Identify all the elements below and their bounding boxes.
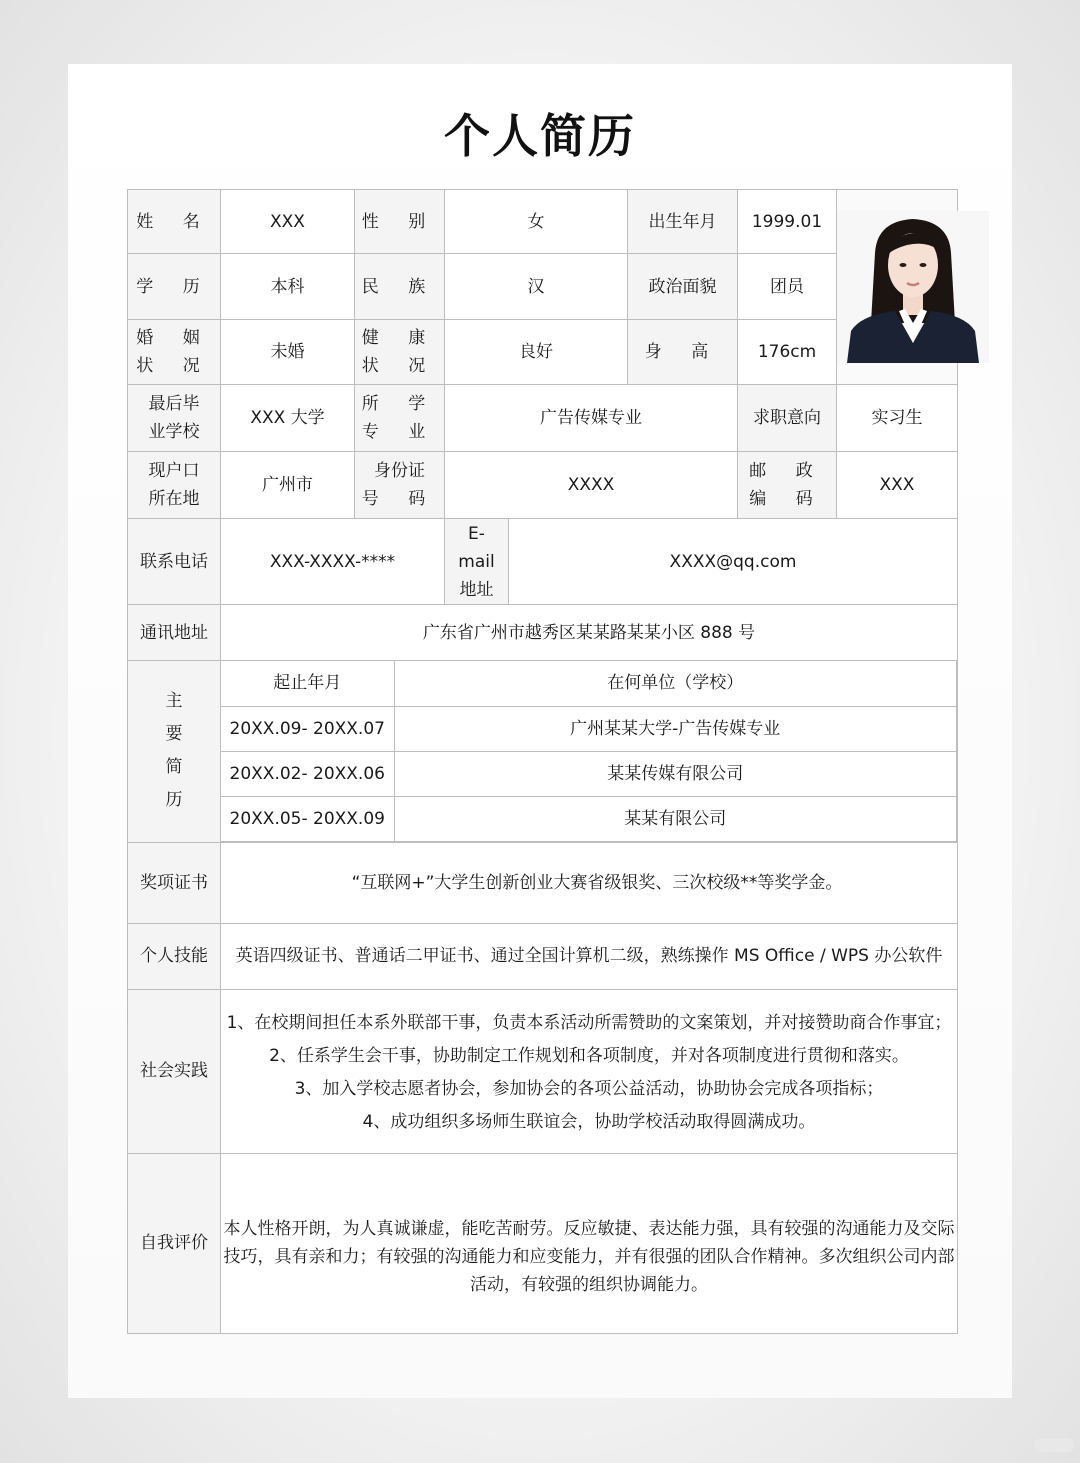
history-row	[221, 751, 957, 796]
major-label: 所 学 专 业	[355, 385, 445, 452]
marital-value: 未婚	[221, 320, 355, 385]
history-period: 20XX.02- 20XX.06	[221, 751, 394, 796]
portrait-photo	[837, 211, 989, 363]
history-org: 某某传媒有限公司	[394, 751, 957, 796]
name-label: 姓 名	[128, 190, 221, 254]
history-row	[221, 796, 957, 841]
watermark-badge	[1034, 1438, 1074, 1452]
phone-label: 联系电话	[128, 519, 221, 605]
height-value: 176cm	[738, 320, 837, 385]
gender-value: 女	[445, 190, 628, 254]
birth-value: 1999.01	[738, 190, 837, 254]
birth-label: 出生年月	[628, 190, 738, 254]
email-label: E- mail 地址	[445, 519, 509, 605]
history-period: 20XX.09- 20XX.07	[221, 706, 394, 751]
skills-label: 个人技能	[128, 923, 221, 989]
practice-item: 4、成功组织多场师生联谊会，协助学校活动取得圆满成功。	[362, 1112, 816, 1132]
skills-text: 英语四级证书、普通话二甲证书、通过全国计算机二级，熟练操作 MS Office / WPS 办公软件	[221, 923, 958, 989]
practice-item: 1、在校期间担任本系外联部干事，负责本系活动所需赞助的文案策划，并对接赞助商合作事宜；	[226, 1013, 952, 1033]
gender-label: 性 别	[355, 190, 445, 254]
photo-cell	[837, 190, 958, 385]
history-org: 广州某某大学-广告传媒专业	[394, 706, 957, 751]
history-period: 20XX.05- 20XX.09	[221, 796, 394, 841]
edu-label: 学 历	[128, 254, 221, 320]
self-eval-label: 自我评价	[128, 1153, 221, 1333]
history-header-period: 起止年月	[221, 661, 394, 706]
ethnic-label: 民 族	[355, 254, 445, 320]
history-org: 某某有限公司	[394, 796, 957, 841]
history-label: 主 要 简 历	[128, 661, 221, 843]
name-value: XXX	[221, 190, 355, 254]
self-eval-text: 本人性格开朗，为人真诚谦虚，能吃苦耐劳。反应敏捷、表达能力强，具有较强的沟通能力及交际技巧，具有亲和力；有较强的沟通能力和应变能力，并有很强的团队合作精神。多次组织公司内部活动，有较强的组织协调能力。	[221, 1153, 958, 1333]
practice-list	[221, 989, 958, 1153]
practice-item: 2、任系学生会干事，协助制定工作规划和各项制度，并对各项制度进行贯彻和落实。	[269, 1046, 909, 1066]
history-header-org: 在何单位（学校）	[394, 661, 957, 706]
edu-value: 本科	[221, 254, 355, 320]
height-label: 身 高	[628, 320, 738, 385]
phone-value: XXX-XXXX-****	[221, 519, 445, 605]
political-label: 政治面貌	[628, 254, 738, 320]
practice-item: 3、加入学校志愿者协会，参加协会的各项公益活动，协助协会完成各项指标；	[294, 1079, 884, 1099]
page-title: 个人简历	[444, 109, 636, 163]
major-value: 广告传媒专业	[445, 385, 738, 452]
history-row	[221, 706, 957, 751]
zip-label: 邮 政 编 码	[738, 452, 837, 519]
address-value: 广东省广州市越秀区某某路某某小区 888 号	[221, 605, 958, 661]
hukou-value: 广州市	[221, 452, 355, 519]
resume-table	[127, 189, 958, 1334]
marital-label: 婚 姻 状 况	[128, 320, 221, 385]
school-label: 最后毕 业学校	[128, 385, 221, 452]
political-value: 团员	[738, 254, 837, 320]
school-value: XXX 大学	[221, 385, 355, 452]
history-table-cell	[221, 661, 958, 843]
health-value: 良好	[445, 320, 628, 385]
awards-label: 奖项证书	[128, 842, 221, 923]
history-table	[221, 661, 957, 842]
zip-value: XXX	[837, 452, 958, 519]
intent-label: 求职意向	[738, 385, 837, 452]
health-label: 健 康 状 况	[355, 320, 445, 385]
intent-value: 实习生	[837, 385, 958, 452]
awards-text: “互联网+”大学生创新创业大赛省级银奖、三次校级**等奖学金。	[221, 842, 958, 923]
id-label: 身份证 号 码	[355, 452, 445, 519]
hukou-label: 现户口 所在地	[128, 452, 221, 519]
id-value: XXXX	[445, 452, 738, 519]
address-label: 通讯地址	[128, 605, 221, 661]
practice-label: 社会实践	[128, 989, 221, 1153]
email-value: XXXX@qq.com	[509, 519, 958, 605]
ethnic-value: 汉	[445, 254, 628, 320]
